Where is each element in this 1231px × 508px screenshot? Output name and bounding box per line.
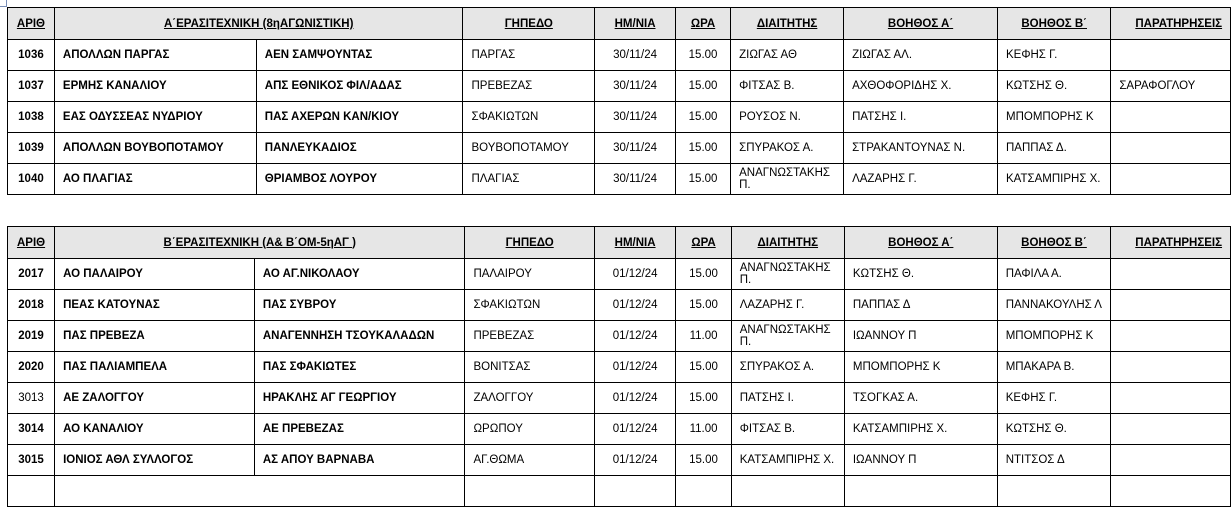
- match-number-cell: 3015: [8, 445, 55, 476]
- table-row: [8, 445, 1231, 476]
- empty-cell: [55, 476, 465, 507]
- assistant-b-cell: ΚΕΦΗΣ Γ.: [997, 383, 1111, 414]
- match-number-cell: 2019: [8, 321, 55, 352]
- header-time: ΩΡΑ: [676, 227, 731, 259]
- away-team-cell: ΑΟ ΑΓ.ΝΙΚΟΛΑΟΥ: [254, 259, 465, 290]
- field-cell: ΣΦΑΚΙΩΤΩΝ: [465, 290, 594, 321]
- match-number-cell: 1037: [8, 71, 55, 102]
- schedule-table-b: [7, 226, 1231, 507]
- time-cell: 15.00: [676, 40, 731, 71]
- home-team-cell: ΑΟ ΠΛΑΓΙΑΣ: [54, 164, 256, 195]
- match-number-cell: 3013: [8, 383, 55, 414]
- field-cell: ΩΡΩΠΟΥ: [465, 414, 594, 445]
- home-team-cell: ΠΕΑΣ ΚΑΤΟΥΝΑΣ: [55, 290, 255, 321]
- time-cell: 15.00: [676, 102, 731, 133]
- notes-cell: [1111, 414, 1231, 445]
- home-team-cell: ΠΑΣ ΠΑΛΙΑΜΠΕΛΑ: [55, 352, 255, 383]
- time-cell: 15.00: [676, 290, 731, 321]
- header-num: ΑΡΙΘ: [8, 8, 55, 40]
- match-number-cell: 1038: [8, 102, 55, 133]
- notes-cell: [1111, 352, 1231, 383]
- notes-cell: [1111, 383, 1231, 414]
- field-cell: ΒΟΝΙΤΣΑΣ: [465, 352, 594, 383]
- field-cell: ΠΛΑΓΙΑΣ: [463, 164, 595, 195]
- home-team-cell: ΙΟΝΙΟΣ ΑΘΛ ΣΥΛΛΟΓΟΣ: [55, 445, 255, 476]
- header-referee: ΔΙΑΙΤΗΤΗΣ: [731, 8, 844, 40]
- assistant-a-cell: ΖΙΩΓΑΣ ΑΛ.: [844, 40, 998, 71]
- away-team-cell: ΑΝΑΓΕΝΝΗΣΗ ΤΣΟΥΚΑΛΑΔΩΝ: [254, 321, 465, 352]
- empty-cell: [844, 476, 997, 507]
- date-cell: 30/11/24: [595, 164, 676, 195]
- header-assistant-b: ΒΟΗΘΟΣ Β΄: [997, 227, 1111, 259]
- away-team-cell: ΑΕΝ ΣΑΜΨΟΥΝΤΑΣ: [256, 40, 463, 71]
- assistant-a-cell: ΚΩΤΣΗΣ Θ.: [844, 259, 997, 290]
- window-corner-marker: [0, 0, 7, 7]
- header-date: ΗΜ/ΝΙΑ: [594, 227, 675, 259]
- time-cell: 15.00: [676, 164, 731, 195]
- date-cell: 01/12/24: [594, 290, 675, 321]
- table-row: [8, 383, 1231, 414]
- table-header-row: [8, 8, 1231, 40]
- date-cell: 01/12/24: [594, 414, 675, 445]
- schedule-table-a: [7, 7, 1231, 195]
- home-team-cell: ΑΟ ΠΑΛΑΙΡΟΥ: [55, 259, 255, 290]
- referee-cell: ΑΝΑΓΝΩΣΤΑΚΗΣ Π.: [731, 259, 844, 290]
- header-assistant-b: ΒΟΗΘΟΣ Β΄: [997, 8, 1110, 40]
- header-time: ΩΡΑ: [676, 8, 731, 40]
- header-field: ΓΗΠΕΔΟ: [463, 8, 595, 40]
- referee-cell: ΑΝΑΓΝΩΣΤΑΚΗΣ Π.: [731, 164, 844, 195]
- header-field: ΓΗΠΕΔΟ: [465, 227, 594, 259]
- field-cell: ΒΟΥΒΟΠΟΤΑΜΟΥ: [463, 133, 595, 164]
- assistant-b-cell: ΜΠΟΜΠΟΡΗΣ Κ: [997, 321, 1111, 352]
- home-team-cell: ΑΟ ΚΑΝΑΛΙΟΥ: [55, 414, 255, 445]
- away-team-cell: ΠΑΣ ΣΦΑΚΙΩΤΕΣ: [254, 352, 465, 383]
- notes-cell: [1111, 321, 1231, 352]
- date-cell: 01/12/24: [594, 383, 675, 414]
- referee-cell: ΠΑΤΣΗΣ Ι.: [731, 383, 844, 414]
- time-cell: 15.00: [676, 352, 731, 383]
- header-date: ΗΜ/ΝΙΑ: [595, 8, 676, 40]
- header-competition-title: Α΄ΕΡΑΣΙΤΕΧΝΙΚΗ (8ηΑΓΩΝΙΣΤΙΚΗ): [54, 8, 463, 40]
- referee-cell: ΦΙΤΣΑΣ Β.: [731, 71, 844, 102]
- date-cell: 30/11/24: [595, 40, 676, 71]
- away-team-cell: ΑΣ ΑΠΟΥ ΒΑΡΝΑΒΑ: [254, 445, 465, 476]
- away-team-cell: ΘΡΙΑΜΒΟΣ ΛΟΥΡΟΥ: [256, 164, 463, 195]
- time-cell: 11.00: [676, 321, 731, 352]
- assistant-b-cell: ΝΤΙΤΣΟΣ Δ: [997, 445, 1111, 476]
- referee-cell: ΛΑΖΑΡΗΣ Γ.: [731, 290, 844, 321]
- assistant-b-cell: ΚΑΤΣΑΜΠΙΡΗΣ Χ.: [997, 164, 1110, 195]
- time-cell: 15.00: [676, 71, 731, 102]
- field-cell: ΠΑΛΑΙΡΟΥ: [465, 259, 594, 290]
- match-number-cell: 1040: [8, 164, 55, 195]
- date-cell: 01/12/24: [594, 259, 675, 290]
- match-number-cell: 3014: [8, 414, 55, 445]
- table-row: [8, 102, 1231, 133]
- home-team-cell: ΑΠΟΛΛΩΝ ΒΟΥΒΟΠΟΤΑΜΟΥ: [54, 133, 256, 164]
- assistant-b-cell: ΠΑΝΝΑΚΟΥΛΗΣ Λ: [997, 290, 1111, 321]
- assistant-a-cell: ΚΑΤΣΑΜΠΙΡΗΣ Χ.: [844, 414, 997, 445]
- referee-cell: ΖΙΩΓΑΣ ΑΘ: [731, 40, 844, 71]
- field-cell: ΖΑΛΟΓΓΟΥ: [465, 383, 594, 414]
- table-row: [8, 40, 1231, 71]
- time-cell: 11.00: [676, 414, 731, 445]
- away-team-cell: ΠΑΝΛΕΥΚΑΔΙΟΣ: [256, 133, 463, 164]
- table-row: [8, 352, 1231, 383]
- header-notes: ΠΑΡΑΤΗΡΗΣΕΙΣ: [1111, 8, 1231, 40]
- referee-cell: ΣΠΥΡΑΚΟΣ Α.: [731, 133, 844, 164]
- home-team-cell: ΑΕ ΖΑΛΟΓΓΟΥ: [55, 383, 255, 414]
- match-number-cell: 1039: [8, 133, 55, 164]
- header-referee: ΔΙΑΙΤΗΤΗΣ: [731, 227, 844, 259]
- table-row: [8, 321, 1231, 352]
- notes-cell: [1111, 40, 1231, 71]
- time-cell: 15.00: [676, 133, 731, 164]
- header-assistant-a: ΒΟΗΘΟΣ Α΄: [844, 8, 998, 40]
- assistant-a-cell: ΜΠΟΜΠΟΡΗΣ Κ: [844, 352, 997, 383]
- notes-cell: [1111, 290, 1231, 321]
- away-team-cell: ΑΕ ΠΡΕΒΕΖΑΣ: [254, 414, 465, 445]
- assistant-a-cell: ΙΩΑΝΝΟΥ Π: [844, 321, 997, 352]
- date-cell: 01/12/24: [594, 321, 675, 352]
- home-team-cell: ΕΑΣ ΟΔΥΣΣΕΑΣ ΝΥΔΡΙΟΥ: [54, 102, 256, 133]
- home-team-cell: ΑΠΟΛΛΩΝ ΠΑΡΓΑΣ: [54, 40, 256, 71]
- match-number-cell: 1036: [8, 40, 55, 71]
- match-number-cell: 2017: [8, 259, 55, 290]
- assistant-b-cell: ΠΑΦΙΛΑ Α.: [997, 259, 1111, 290]
- referee-cell: ΦΙΤΣΑΣ Β.: [731, 414, 844, 445]
- empty-cell: [8, 476, 55, 507]
- assistant-b-cell: ΠΑΠΠΑΣ Δ.: [997, 133, 1110, 164]
- field-cell: ΣΦΑΚΙΩΤΩΝ: [463, 102, 595, 133]
- notes-cell: [1111, 259, 1231, 290]
- date-cell: 30/11/24: [595, 133, 676, 164]
- empty-cell: [594, 476, 675, 507]
- field-cell: ΠΡΕΒΕΖΑΣ: [465, 321, 594, 352]
- match-number-cell: 2020: [8, 352, 55, 383]
- empty-cell: [997, 476, 1111, 507]
- field-cell: ΑΓ.ΘΩΜΑ: [465, 445, 594, 476]
- table-body: [8, 259, 1231, 507]
- assistant-a-cell: ΑΧΘΟΦΟΡΙΔΗΣ Χ.: [844, 71, 998, 102]
- assistant-a-cell: ΠΑΤΣΗΣ Ι.: [844, 102, 998, 133]
- table-row: [8, 164, 1231, 195]
- notes-cell: ΣΑΡΑΦΟΓΛΟΥ: [1111, 71, 1231, 102]
- away-team-cell: ΠΑΣ ΑΧΕΡΩΝ ΚΑΝ/ΚΙΟΥ: [256, 102, 463, 133]
- match-number-cell: 2018: [8, 290, 55, 321]
- notes-cell: [1111, 164, 1231, 195]
- date-cell: 30/11/24: [595, 102, 676, 133]
- referee-cell: ΑΝΑΓΝΩΣΤΑΚΗΣ Π.: [731, 321, 844, 352]
- empty-cell: [676, 476, 731, 507]
- assistant-a-cell: ΣΤΡΑΚΑΝΤΟΥΝΑΣ Ν.: [844, 133, 998, 164]
- assistant-b-cell: ΚΩΤΣΗΣ Θ.: [997, 414, 1111, 445]
- table-row-empty: [8, 476, 1231, 507]
- time-cell: 15.00: [676, 383, 731, 414]
- table-row: [8, 414, 1231, 445]
- table-body: [8, 40, 1231, 195]
- empty-cell: [731, 476, 844, 507]
- home-team-cell: ΠΑΣ ΠΡΕΒΕΖΑ: [55, 321, 255, 352]
- assistant-a-cell: ΠΑΠΠΑΣ Δ: [844, 290, 997, 321]
- away-team-cell: ΑΠΣ ΕΘΝΙΚΟΣ ΦΙΛ/ΑΔΑΣ: [256, 71, 463, 102]
- referee-cell: ΣΠΥΡΑΚΟΣ Α.: [731, 352, 844, 383]
- notes-cell: [1111, 445, 1231, 476]
- notes-cell: [1111, 133, 1231, 164]
- header-assistant-a: ΒΟΗΘΟΣ Α΄: [844, 227, 997, 259]
- header-num: ΑΡΙΘ: [8, 227, 55, 259]
- time-cell: 15.00: [676, 259, 731, 290]
- date-cell: 01/12/24: [594, 352, 675, 383]
- assistant-b-cell: ΜΠΑΚΑΡΑ Β.: [997, 352, 1111, 383]
- date-cell: 01/12/24: [594, 445, 675, 476]
- table-row: [8, 71, 1231, 102]
- field-cell: ΠΡΕΒΕΖΑΣ: [463, 71, 595, 102]
- home-team-cell: ΕΡΜΗΣ ΚΑΝΑΛΙΟΥ: [54, 71, 256, 102]
- table-row: [8, 290, 1231, 321]
- date-cell: 30/11/24: [595, 71, 676, 102]
- assistant-a-cell: ΛΑΖΑΡΗΣ Γ.: [844, 164, 998, 195]
- referee-cell: ΚΑΤΣΑΜΠΙΡΗΣ Χ.: [731, 445, 844, 476]
- empty-cell: [465, 476, 594, 507]
- assistant-b-cell: ΜΠΟΜΠΟΡΗΣ Κ: [997, 102, 1110, 133]
- referee-cell: ΡΟΥΣΟΣ Ν.: [731, 102, 844, 133]
- header-competition-title: Β΄ΕΡΑΣΙΤΕΧΝΙΚΗ (Α& Β΄ΟΜ-5ηΑΓ ): [55, 227, 465, 259]
- table-row: [8, 259, 1231, 290]
- header-notes: ΠΑΡΑΤΗΡΗΣΕΙΣ: [1111, 227, 1231, 259]
- empty-cell: [1111, 476, 1231, 507]
- away-team-cell: ΗΡΑΚΛΗΣ ΑΓ ΓΕΩΡΓΙΟΥ: [254, 383, 465, 414]
- assistant-a-cell: ΙΩΑΝΝΟΥ Π: [844, 445, 997, 476]
- assistant-b-cell: ΚΩΤΣΗΣ Θ.: [997, 71, 1110, 102]
- table-header-row: [8, 227, 1231, 259]
- table-row: [8, 133, 1231, 164]
- notes-cell: [1111, 102, 1231, 133]
- time-cell: 15.00: [676, 445, 731, 476]
- field-cell: ΠΑΡΓΑΣ: [463, 40, 595, 71]
- assistant-a-cell: ΤΣΟΓΚΑΣ Α.: [844, 383, 997, 414]
- away-team-cell: ΠΑΣ ΣΥΒΡΟΥ: [254, 290, 465, 321]
- assistant-b-cell: ΚΕΦΗΣ Γ.: [997, 40, 1110, 71]
